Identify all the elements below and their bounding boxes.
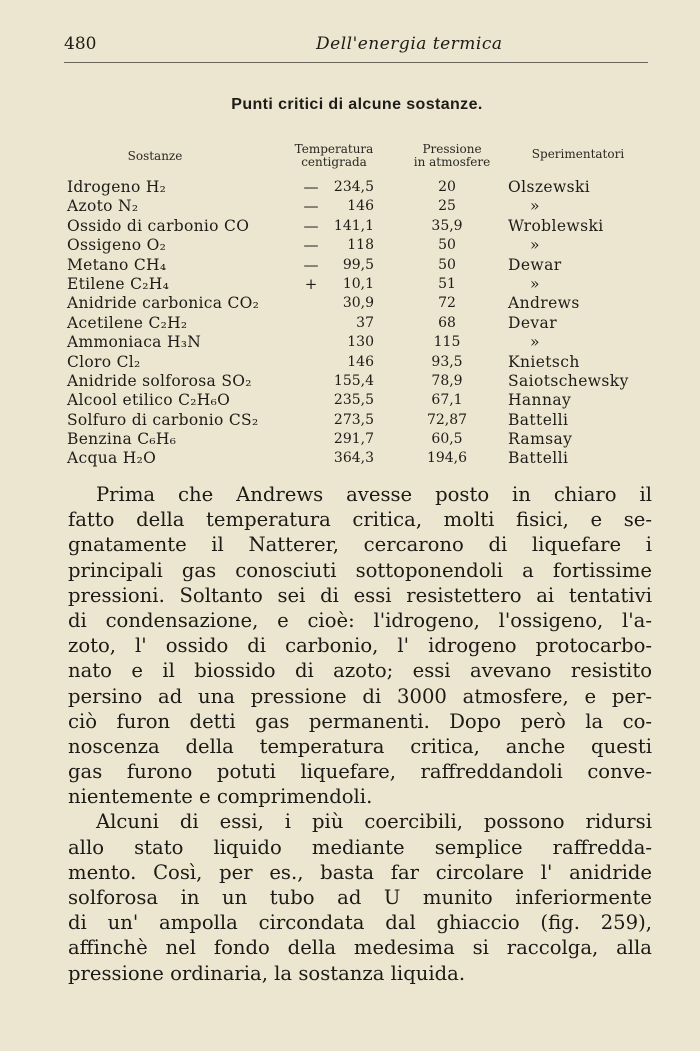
text-line: pressione ordinaria, la sostanza liquida. (68, 961, 466, 985)
table-row (0, 449, 700, 468)
table-row (0, 372, 700, 391)
pressure-cell: 115 (433, 334, 461, 351)
experimenter-cell: Olszewski (508, 178, 591, 196)
experimenter-cell: Battelli (508, 410, 569, 429)
table-row (0, 314, 700, 333)
text-line: nato e il biossido di azoto; essi avevano resistito (68, 659, 652, 683)
header-rule (64, 62, 648, 63)
text-line: affinchè nel fondo della medesima si raccolga, alla (68, 936, 652, 960)
text-line: di condensazione, e cioè: l'idrogeno, l'ossigeno, l'a- (68, 608, 652, 632)
temperature-cell: 234,5 (333, 179, 374, 195)
experimenter-cell: Battelli (508, 449, 569, 468)
temperature-cell: 155,4 (333, 372, 374, 389)
substance-cell: Ammoniaca H₃N (67, 333, 202, 352)
text-line: fatto della temperatura critica, molti fisici, e se- (68, 508, 652, 532)
text-line: gnatamente il Natterer, cercarono di liquefare i (68, 533, 652, 557)
body-text (68, 482, 652, 986)
substance-cell: Anidride solforosa SO₂ (67, 371, 252, 390)
sign-cell: — (303, 236, 319, 255)
text-line: noscenza della temperatura critica, anche questi (68, 734, 652, 758)
temperature-cell: 146 (347, 198, 374, 215)
table-row (0, 217, 700, 236)
text-line: ciò furon detti gas permanenti. Dopo però la co- (68, 709, 652, 733)
text-line: Prima che Andrews avesse posto in chiaro il (96, 483, 652, 506)
column-header-experimenters (512, 148, 644, 160)
column-header-pressure-line1: Pressione (422, 142, 482, 156)
temperature-cell: 37 (356, 314, 374, 331)
experimenter-cell: Devar (508, 313, 558, 332)
pressure-cell: 194,6 (426, 450, 468, 467)
text-line: di un' ampolla circondata dal ghiaccio (fig. 259), (68, 911, 652, 935)
pressure-cell: 67,1 (431, 392, 463, 409)
temperature-cell: 273,5 (333, 411, 374, 428)
column-header-substances-label: Sostanze (127, 149, 183, 163)
table-row (0, 275, 700, 294)
column-header-substances (110, 150, 200, 162)
substance-cell: Solfuro di carbonio CS₂ (67, 410, 259, 429)
pressure-cell: 51 (438, 275, 456, 292)
experimenter-cell: » (530, 274, 540, 293)
table-row (0, 197, 700, 216)
column-header-pressure (398, 143, 506, 168)
pressure-cell: 72 (438, 295, 456, 312)
experimenter-cell: Saiotschewsky (508, 371, 629, 390)
page-number: 480 (64, 34, 97, 54)
table-row (0, 256, 700, 275)
pressure-cell: 78,9 (431, 372, 463, 389)
text-line: solforosa in un tubo ad U munito inferiormente (68, 886, 652, 909)
text-line: allo stato liquido mediante semplice raffredda- (68, 835, 652, 859)
temperature-cell: 146 (347, 353, 374, 370)
temperature-cell: 118 (347, 237, 374, 254)
table-row (0, 391, 700, 410)
page-header (62, 34, 650, 58)
text-line: mento. Così, per es., basta far circolare l' anidride (68, 860, 652, 884)
temperature-cell: 291,7 (333, 431, 374, 448)
text-line: nientemente e comprimendoli. (68, 785, 373, 809)
substance-cell: Ossigeno O₂ (67, 236, 167, 255)
substance-cell: Etilene C₂H₄ (67, 274, 170, 293)
table-title: Punti critici di alcune sostanze. (231, 96, 483, 113)
pressure-cell: 93,5 (431, 353, 463, 370)
column-header-temperature-line2: centigrada (301, 155, 367, 169)
temperature-cell: 141,1 (333, 217, 374, 234)
experimenter-cell: Knietsch (508, 352, 580, 371)
text-line: gas furono potuti liquefare, raffreddandoli conve- (68, 760, 652, 784)
substance-cell: Alcool etilico C₂H₆O (67, 391, 231, 410)
experimenter-cell: Wroblewski (508, 216, 604, 235)
pressure-cell: 20 (438, 179, 456, 195)
column-header-experimenters-label: Sperimentatori (531, 147, 625, 161)
substance-cell: Ossido di carbonio CO (67, 216, 250, 235)
sign-cell: — (303, 197, 319, 216)
substance-cell: Acqua H₂O (67, 449, 157, 468)
experimenter-cell: Andrews (508, 294, 580, 313)
sign-cell: — (303, 216, 319, 235)
substance-cell: Benzina C₆H₆ (67, 430, 177, 449)
text-line: Alcuni di essi, i più coercibili, possono ridursi (96, 810, 652, 834)
experimenter-cell: » (530, 236, 540, 255)
experimenter-cell: Hannay (508, 391, 572, 410)
substance-cell: Metano CH₄ (67, 255, 167, 274)
substance-cell: Acetilene C₂H₂ (67, 313, 188, 332)
temperature-cell: 130 (347, 334, 374, 351)
pressure-cell: 60,5 (431, 431, 463, 448)
text-line: zoto, l' ossido di carbonio, l' idrogeno protocarbo- (68, 634, 652, 658)
experimenter-cell: Dewar (508, 255, 562, 274)
substance-cell: Anidride carbonica CO₂ (67, 294, 260, 313)
substance-cell: Idrogeno H₂ (67, 178, 167, 196)
table-row (0, 430, 700, 449)
pressure-cell: 72,87 (426, 411, 468, 428)
table-row (0, 294, 700, 313)
column-header-temperature-line1: Temperatura (294, 142, 374, 156)
sign-cell: — (303, 255, 319, 274)
sign-cell: — (303, 178, 319, 196)
experimenter-cell: » (530, 333, 540, 352)
table-row (0, 353, 700, 372)
pressure-cell: 68 (438, 314, 456, 331)
running-title: Dell'energia termica (316, 34, 503, 54)
column-header-pressure-line2: in atmosfere (413, 155, 491, 169)
experimenter-cell: » (530, 197, 540, 216)
experimenter-cell: Ramsay (508, 430, 573, 449)
table-row (0, 411, 700, 430)
sign-cell: + (304, 274, 318, 293)
critical-points-table (0, 178, 700, 469)
table-row (0, 236, 700, 255)
pressure-cell: 35,9 (431, 217, 463, 234)
pressure-cell: 25 (438, 198, 456, 215)
substance-cell: Azoto N₂ (67, 197, 139, 216)
substance-cell: Cloro Cl₂ (67, 352, 141, 371)
table-row (0, 333, 700, 352)
temperature-cell: 235,5 (333, 392, 374, 409)
text-line: principali gas conosciuti sottoponendoli a fortissime (68, 558, 652, 582)
pressure-cell: 50 (438, 256, 456, 273)
temperature-cell: 99,5 (342, 256, 374, 273)
temperature-cell: 30,9 (342, 295, 374, 312)
column-header-temperature (278, 143, 390, 168)
text-line: persino ad una pressione di 3000 atmosfere, e per- (68, 684, 652, 708)
pressure-cell: 50 (438, 237, 456, 254)
temperature-cell: 364,3 (333, 450, 374, 467)
table-row (0, 178, 700, 197)
temperature-cell: 10,1 (342, 275, 374, 292)
text-line: pressioni. Soltanto sei di essi resistettero ai tentativi (68, 583, 652, 607)
